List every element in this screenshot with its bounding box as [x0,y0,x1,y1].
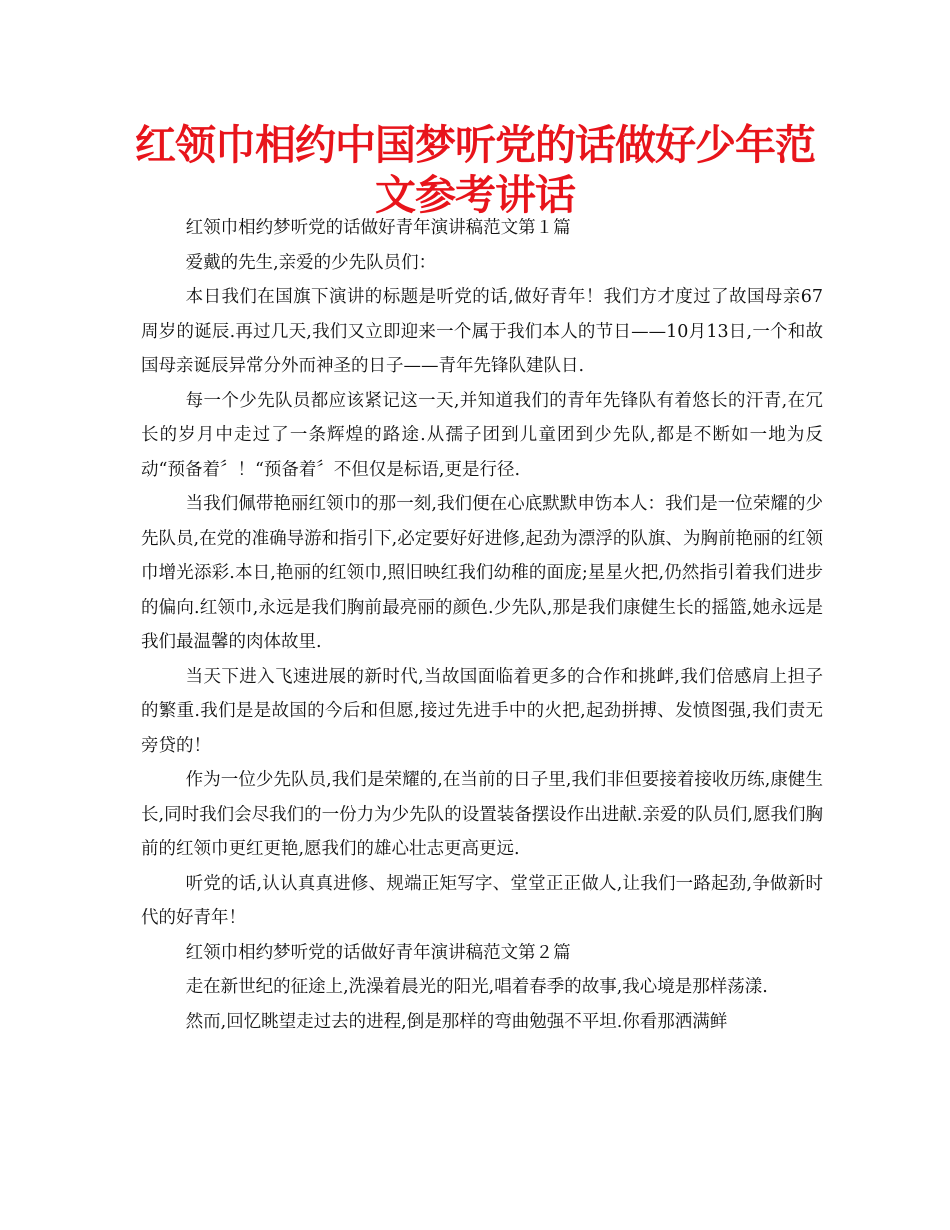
paragraph: 听党的话,认认真真进修、规端正矩写字、堂堂正正做人,让我们一路起劲,争做新时代的好青年！ [141,873,823,928]
paragraph: 当天下进入飞速进展的新时代,当故国面临着更多的合作和挑衅,我们倍感肩上担子的繁重.我们是是故国的今后和但愿,接过先进手中的火把,起劲拼搏、发愤图强,我们责无旁贷的！ [141,666,823,756]
paragraph: 走在新世纪的征途上,洗澡着晨光的阳光,唱着春季的故事,我心境是那样荡漾. [185,977,768,997]
document-body [141,211,823,1039]
salutation: 爱戴的先生,亲爱的少先队员们： [185,252,437,273]
document-title: 红领巾相约中国梦听党的话做好少年范文参考讲话 [135,121,815,219]
paragraph: 作为一位少先队员,我们是荣耀的,在当前的日子里,我们非但要接着接收历练,康健生长,同时我们会尽我们的一份力为少先队的设置装备摆设作出进献.亲爱的队员们,愿我们胸前的红领巾更红更艳,愿我们的雄心壮志更高更远. [141,770,823,859]
paragraph: 本日我们在国旗下演讲的标题是听党的话,做好青年！我们方才度过了故国母亲67周岁的诞辰.再过几天,我们又立即迎来一个属于我们本人的节日——10月13日,一个和故国母亲诞辰异常分外而神圣的日子——青年先锋队建队日. [141,287,823,376]
paragraph: 每一个少先队员都应该紧记这一天,并知道我们的青年先锋队有着悠长的汗青,在冗长的岁月中走过了一条辉煌的路途.从孺子团到儿童团到少先队,都是不断如一地为反动“预备着〞！“预备着〞不但仅是标语,更是行径. [141,390,823,480]
paragraph: 当我们佩带艳丽红领巾的那一刻,我们便在心底默默申饬本人：我们是一位荣耀的少先队员,在党的准确导游和指引下,必定要好好进修,起劲为漂浮的队旗、为胸前艳丽的红领巾增光添彩.本日,艳丽的红领巾,照旧映红我们幼稚的面庞;星星火把,仍然指引着我们进步的偏向.红领巾,永远是我们胸前最亮丽的颜色.少先队,那是我们康健生长的摇篮,她永远是我们最温馨的肉体故里. [141,494,823,652]
section-heading-1: 红领巾相约梦听党的话做好青年演讲稿范文第１篇 [185,218,571,238]
section-heading-2: 红领巾相约梦听党的话做好青年演讲稿范文第２篇 [185,942,571,963]
paragraph: 然而,回忆眺望走过去的进程,倒是那样的弯曲勉强不平坦.你看那洒满鲜 [185,1011,728,1032]
